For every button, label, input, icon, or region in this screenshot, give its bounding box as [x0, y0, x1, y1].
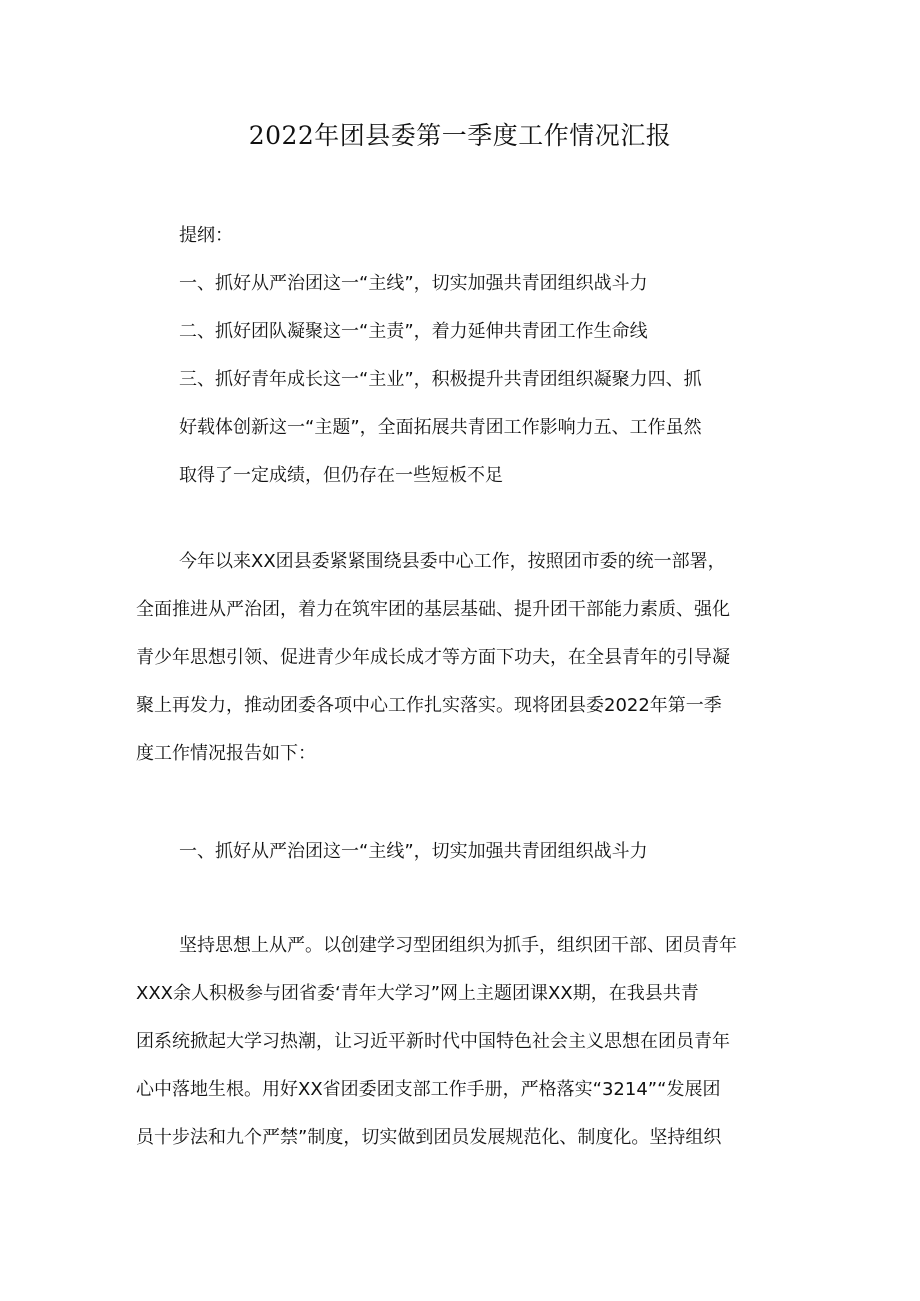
outline-item: 一、抓好从严治团这一“主线”，切实加强共青团组织战斗力 — [179, 273, 648, 294]
outline-label: 提纲： — [179, 225, 233, 246]
paragraph-line: 员十步法和九个严禁”制度，切实做到团员发展规范化、制度化。坚持组织 — [136, 1127, 722, 1148]
intro-paragraph — [136, 538, 790, 778]
paragraph-line: 坚持思想上从严。以创建学习型团组织为抓手，组织团干部、团员青年 — [179, 935, 737, 956]
paragraph-line: 聚上再发力，推动团委各项中心工作扎实落实。现将团县委2022年第一季 — [136, 695, 722, 716]
paragraph-line: XXX余人积极参与团省委‘青年大学习”网上主题团课XX期，在我县共青 — [136, 983, 699, 1004]
outline-section — [179, 212, 789, 500]
outline-item: 好载体创新这一“主题”，全面拓展共青团工作影响力五、工作虽然 — [179, 417, 702, 438]
paragraph-line: 心中落地生根。用好XX省团委团支部工作手册，严格落实“3214”“发展团 — [136, 1079, 721, 1100]
paragraph-line: 团系统掀起大学习热潮，让习近平新时代中国特色社会主义思想在团员青年 — [136, 1031, 730, 1052]
paragraph-line: 度工作情况报告如下： — [136, 743, 316, 764]
outline-item: 二、抓好团队凝聚这一“主责”，着力延伸共青团工作生命线 — [179, 321, 648, 342]
document-title: 2022年团县委第一季度工作情况汇报 — [248, 121, 672, 150]
paragraph-line: 青少年思想引领、促进青少年成长成才等方面下功夫，在全县青年的引导凝 — [136, 647, 730, 668]
section1-paragraph — [136, 922, 790, 1162]
outline-item: 取得了一定成绩，但仍存在一些短板不足 — [179, 465, 503, 486]
paragraph-line: 全面推进从严治团，着力在筑牢团的基层基础、提升团干部能力素质、强化 — [136, 599, 730, 620]
outline-item: 三、抓好青年成长这一“主业”，积极提升共青团组织凝聚力四、抓 — [179, 369, 702, 390]
section-heading: 一、抓好从严治团这一“主线”，切实加强共青团组织战斗力 — [179, 841, 648, 862]
paragraph-line: 今年以来XX团县委紧紧围绕县委中心工作，按照团市委的统一部署， — [179, 551, 726, 572]
